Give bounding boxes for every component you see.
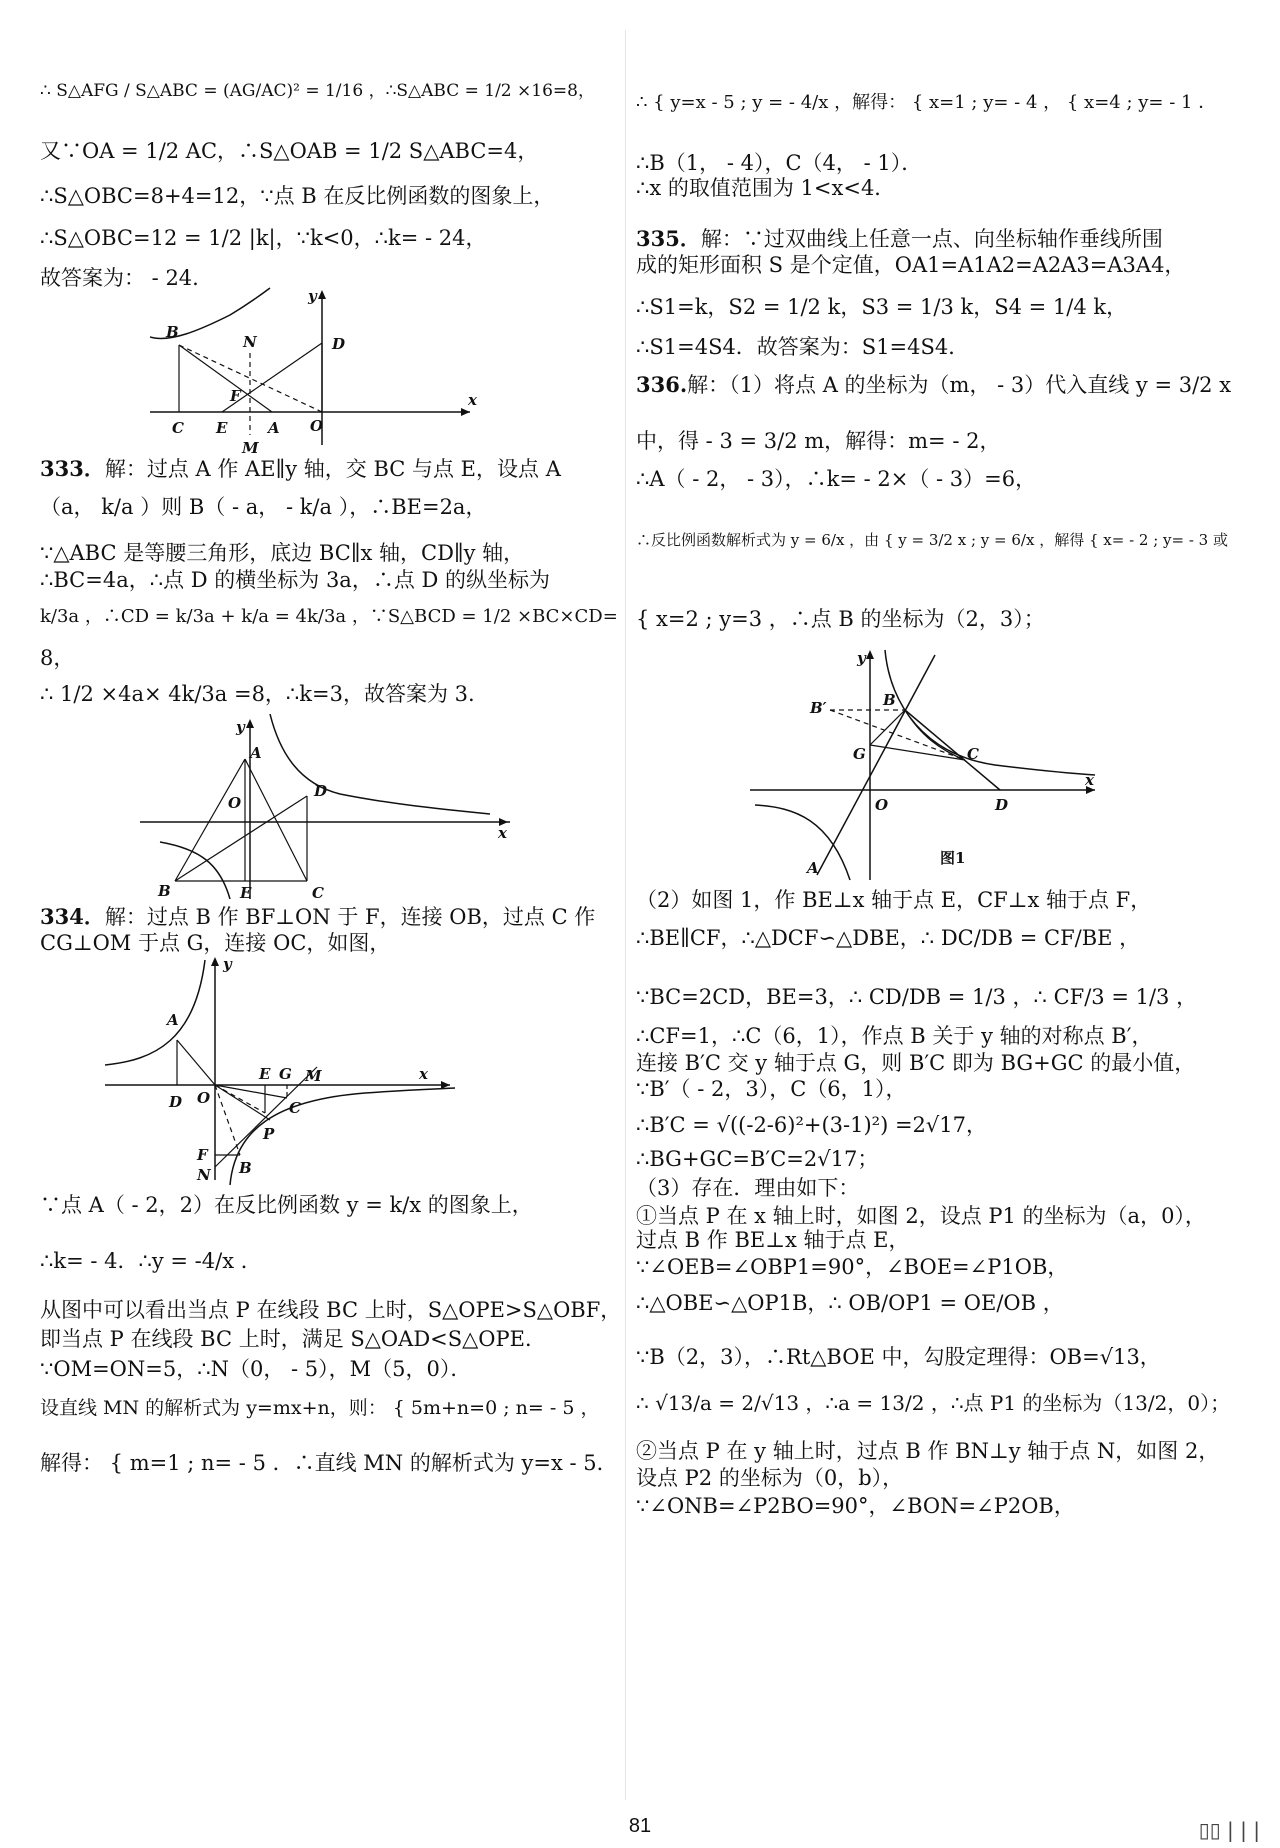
text-line: ∵BC=2CD，BE=3，∴ CD/DB = 1/3 ，∴ CF/3 = 1/3 ， xyxy=(636,985,1198,1009)
fig332-label-x: x xyxy=(468,391,477,409)
text-line: ∴S△OBC=8+4=12，∵点 B 在反比例函数的图象上， xyxy=(40,184,555,208)
text-line: ∴ { y=x - 5 ; y = - 4/x ，解得： { x=1 ; y= - 4 ， { x=4 ; y= - 1 ． xyxy=(636,92,1217,113)
fig334-label-x: x xyxy=(419,1065,428,1083)
fig332-label-E: E xyxy=(216,419,228,437)
fig336-label-O: O xyxy=(875,796,889,814)
text-line: ∴反比例函数解析式为 y = 6/x ，由 { y = 3/2 x ; y = 6/x ，解得 { x= - 2 ; y= - 3 或 xyxy=(636,531,1228,549)
text-line: 333．解：过点 A 作 AE∥y 轴，交 BC 与点 E，设点 A xyxy=(40,456,561,481)
text-line: CG⊥OM 于点 G，连接 OC，如图， xyxy=(40,931,391,955)
text-line: ①当点 P 在 x 轴上时，如图 2，设点 P1 的坐标为（a，0）， xyxy=(636,1204,1206,1228)
text-line: ∴ S△AFG / S△ABC = (AG/AC)² = 1/16 ，∴S△ABC = 1/2 ×16=8， xyxy=(40,81,595,101)
text-line: ∴B（1， - 4），C（4， - 1）． xyxy=(636,151,923,175)
figure-332 xyxy=(150,285,480,460)
fig333-label-A: A xyxy=(250,744,262,762)
fig332-label-F: F xyxy=(230,387,241,405)
text-line: （3）存在．理由如下： xyxy=(636,1176,860,1200)
text-line: ∵点 A（ - 2，2）在反比例函数 y = k/x 的图象上， xyxy=(40,1193,533,1217)
problem-number: 334． xyxy=(40,904,105,929)
fig336-label-G: G xyxy=(853,745,866,763)
fig333-label-D: D xyxy=(314,782,328,800)
fig336-label-A: A xyxy=(807,859,819,877)
fig334-label-P: P xyxy=(263,1125,275,1143)
text-line: ∵△ABC 是等腰三角形，底边 BC∥x 轴，CD∥y 轴， xyxy=(40,541,525,565)
fig336-label-x: x xyxy=(1085,771,1094,789)
text-line: （2）如图 1，作 BE⊥x 轴于点 E，CF⊥x 轴于点 F， xyxy=(636,888,1152,912)
fig332-label-D: D xyxy=(332,335,346,353)
text-line: 设直线 MN 的解析式为 y=mx+n，则： { 5m+n=0 ; n= - 5 ， xyxy=(40,1397,600,1419)
text-line: 即当点 P 在线段 BC 上时，满足 S△OAD<S△OPE． xyxy=(40,1327,546,1351)
fig334-label-D: D xyxy=(169,1093,183,1111)
figure-333 xyxy=(140,714,520,904)
text-line: ∴BE∥CF，∴△DCF∽△DBE，∴ DC/DB = CF/BE ， xyxy=(636,926,1141,950)
fig334-label-C: C xyxy=(289,1099,301,1117)
text-line: ∴S1=4S4．故答案为：S1=4S4． xyxy=(636,335,970,359)
fig334-label-F: F xyxy=(197,1146,208,1164)
text-line: ∴BC=4a，∴点 D 的横坐标为 3a，∴点 D 的纵坐标为 xyxy=(40,568,551,592)
text-line: 335．解：∵过双曲线上任意一点、向坐标轴作垂线所围 xyxy=(636,226,1163,251)
text-line: ∴S△OBC=12 = 1/2 |k|，∵k<0，∴k= - 24， xyxy=(40,226,487,250)
fig334-label-N: N xyxy=(197,1166,211,1184)
fig336-label-B: B xyxy=(883,691,896,709)
column-divider xyxy=(625,30,626,1800)
fig336-caption: 图1 xyxy=(940,849,966,867)
text-line: ∵∠ONB=∠P2BO=90°，∠BON=∠P2OB， xyxy=(636,1494,1075,1518)
fig334-label-M: M xyxy=(305,1067,322,1085)
fig332-label-B: B xyxy=(166,323,179,341)
text-line: 解得： { m=1 ; n= - 5 ．∴直线 MN 的解析式为 y=x - 5． xyxy=(40,1451,618,1475)
figure-334 xyxy=(105,955,485,1190)
text-line: 成的矩形面积 S 是个定值，OA1=A1A2=A2A3=A3A4， xyxy=(636,253,1186,277)
fig332-label-M: M xyxy=(242,439,259,457)
text-line: ∴k= - 4．∴y = -4/x ． xyxy=(40,1249,262,1273)
fig333-label-x: x xyxy=(498,824,507,842)
fig334-label-B: B xyxy=(239,1159,252,1177)
text-line: 连接 B′C 交 y 轴于点 G，则 B′C 即为 BG+GC 的最小值， xyxy=(636,1051,1196,1075)
text-line: ∴CF=1，∴C（6，1），作点 B 关于 y 轴的对称点 B′， xyxy=(636,1024,1153,1048)
text-line: 中，得 - 3 = 3/2 m，解得：m= - 2， xyxy=(636,429,1001,453)
fig334-label-A: A xyxy=(167,1011,179,1029)
problem-number: 335． xyxy=(636,226,701,251)
text-line: ∵B′（ - 2，3），C（6，1）， xyxy=(636,1077,907,1101)
text-line: ∵B（2，3），∴Rt△BOE 中，勾股定理得：OB=√13， xyxy=(636,1345,1161,1369)
fig333-label-E: E xyxy=(240,884,252,902)
text-line: ∴B′C = √((-2-6)²+(3-1)²) =2√17， xyxy=(636,1113,988,1137)
text-line: ∴BG+GC=B′C=2√17； xyxy=(636,1147,879,1171)
scan-edge-mark: ▯▯ | | | xyxy=(1198,1818,1260,1842)
fig336-label-y: y xyxy=(857,649,866,667)
text-line: 故答案为： - 24. xyxy=(40,266,199,290)
figure-336 xyxy=(745,645,1105,885)
fig332-label-C: C xyxy=(172,419,184,437)
fig334-label-E: E xyxy=(259,1065,271,1083)
fig333-label-B: B xyxy=(158,882,171,900)
fig334-label-O: O xyxy=(197,1089,211,1107)
text-line: ∵OM=ON=5，∴N（0， - 5），M（5，0）． xyxy=(40,1357,472,1381)
fig336-label-Bprime: B′ xyxy=(810,699,827,717)
text-line: k/3a ，∴CD = k/3a + k/a = 4k/3a ，∵S△BCD = 1/2 ×BC×CD= xyxy=(40,606,618,627)
fig332-label-N: N xyxy=(243,333,257,351)
fig332-label-y: y xyxy=(308,287,317,305)
fig333-label-y: y xyxy=(236,718,245,736)
text-line: ∴△OBE∽△OP1B，∴ OB/OP1 = OE/OB ， xyxy=(636,1291,1064,1315)
text-line: ∵∠OEB=∠OBP1=90°，∠BOE=∠P1OB， xyxy=(636,1255,1069,1279)
text-line: 又∵OA = 1/2 AC，∴S△OAB = 1/2 S△ABC=4， xyxy=(40,139,539,163)
text-line: ②当点 P 在 y 轴上时，过点 B 作 BN⊥y 轴于点 N，如图 2， xyxy=(636,1439,1220,1463)
text-line: 从图中可以看出当点 P 在线段 BC 上时，S△OPE>S△OBF， xyxy=(40,1298,622,1322)
problem-number: 333． xyxy=(40,456,105,481)
text-line: 过点 B 作 BE⊥x 轴于点 E， xyxy=(636,1228,910,1252)
text-line: 8， xyxy=(40,646,75,670)
fig336-label-C: C xyxy=(967,745,979,763)
fig334-label-G: G xyxy=(279,1065,292,1083)
fig336-label-D: D xyxy=(995,796,1009,814)
text-line: （a， k/a ）则 B（ - a， - k/a ），∴BE=2a， xyxy=(40,495,487,519)
fig332-label-O: O xyxy=(310,417,324,435)
fig332-label-A: A xyxy=(268,419,280,437)
text-line: ∴ 1/2 ×4a× 4k/3a =8，∴k=3，故答案为 3. xyxy=(40,682,475,706)
text-line: ∴ √13/a = 2/√13 ，∴a = 13/2 ，∴点 P1 的坐标为（13/2，0）； xyxy=(636,1391,1231,1415)
text-line: ∴A（ - 2， - 3），∴k= - 2×（ - 3）=6， xyxy=(636,467,1037,491)
page-number: 81 xyxy=(628,1815,652,1837)
text-line: 334．解：过点 B 作 BF⊥ON 于 F，连接 OB，过点 C 作 xyxy=(40,904,596,929)
text-line: 设点 P2 的坐标为（0，b）， xyxy=(636,1466,904,1490)
text-line: ∴S1=k，S2 = 1/2 k，S3 = 1/3 k，S4 = 1/4 k， xyxy=(636,295,1128,319)
fig334-label-y: y xyxy=(223,955,232,973)
problem-number: 336. xyxy=(636,372,688,397)
text-line: ∴x 的取值范围为 1<x<4． xyxy=(636,176,896,200)
text-line: { x=2 ; y=3 ，∴点 B 的坐标为（2，3）； xyxy=(636,607,1045,631)
text-line: 336.解：（1）将点 A 的坐标为（m， - 3）代入直线 y = 3/2 x xyxy=(636,372,1232,397)
fig333-label-O: O xyxy=(228,794,242,812)
fig333-label-C: C xyxy=(312,884,324,902)
